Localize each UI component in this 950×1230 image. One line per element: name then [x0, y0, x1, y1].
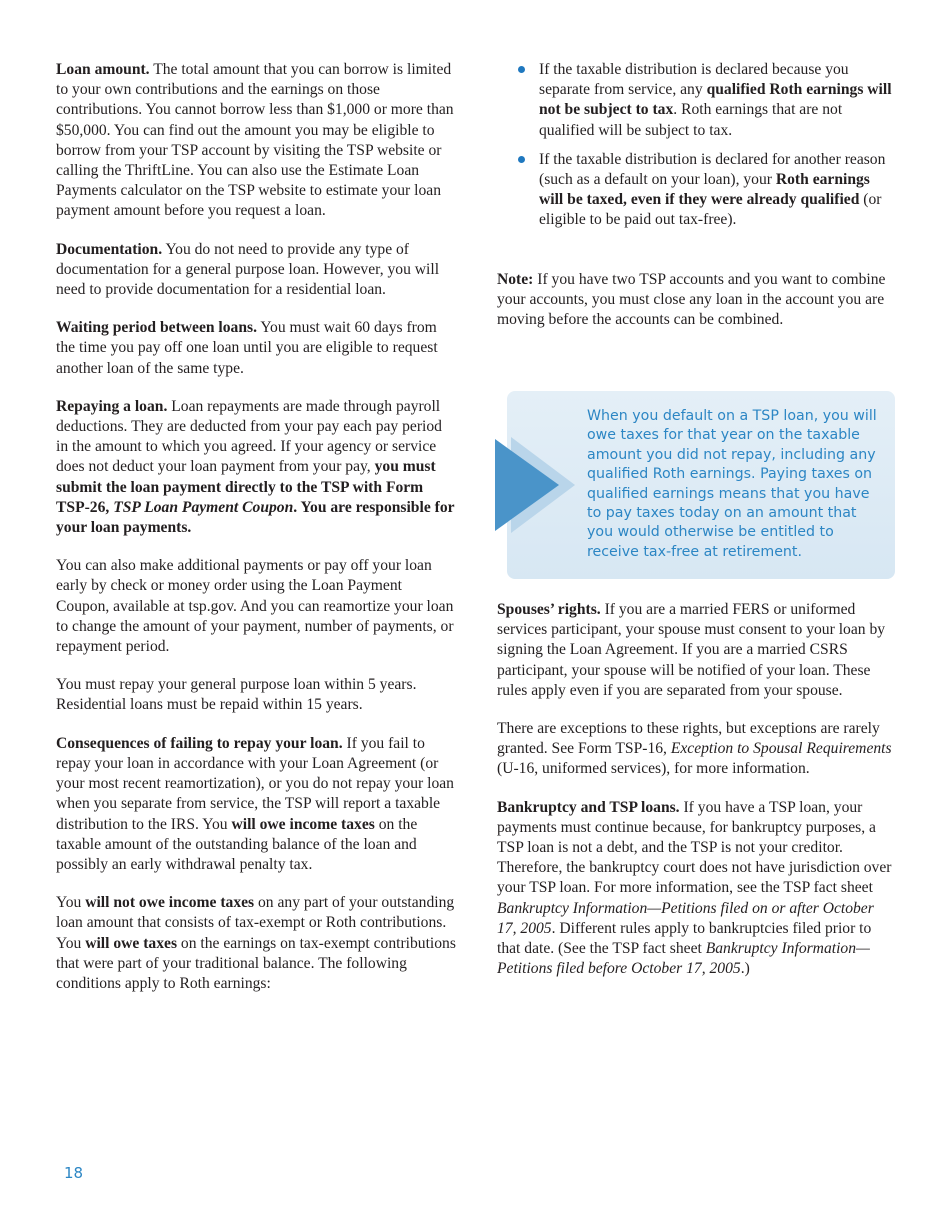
note-heading: Note: — [497, 271, 534, 288]
documentation-paragraph: Documentation. You do not need to provide any type of documentation for a general purpose loan. However, you will need to provide documentation for a residential loan. — [56, 240, 440, 299]
repay-terms-paragraph: You must repay your general purpose loan within 5 years. Residential loans must be repaid within 15 years. — [56, 676, 417, 714]
exceptions-paragraph: There are exceptions to these rights, but exceptions are rarely granted. See Form TSP-16, Exception to Spousal Requirements (U-16, uniformed services), for more information. — [497, 720, 892, 778]
loan-amount-heading: Loan amount. — [56, 61, 150, 78]
right-column-top — [497, 60, 897, 240]
bankruptcy-paragraph: Bankruptcy and TSP loans. If you have a TSP loan, your payments must continue because, for bankruptcy purposes, a TSP loan is not a debt, and the TSP is not your creditor. Therefore, the bankruptcy court does not have jurisdiction over your TSP loan. For more information, see the TSP fact sheet Bankruptcy Information—Petitions filed on or after October 17, 2005. Different rules apply to bankruptcies filed prior to that date. (See the TSP fact sheet Bankruptcy Information—Petitions filed before October 17, 2005.) — [497, 798, 892, 978]
callout-text: When you default on a TSP loan, you will owe taxes for that year on the taxable amount you did not repay, including any qualified Roth earnings. Paying taxes on qualified earnings means that you have to pay taxes today on an amount that you would otherwise be entitled to receive tax-free at retirement. — [587, 408, 877, 560]
waiting-period-heading: Waiting period between loans. — [56, 319, 257, 337]
bullet-icon — [518, 156, 525, 163]
list-item: If the taxable distribution is declared because you separate from service, any qualified Roth earnings will not be subject to tax. Roth earnings that are not qualified will be subject to tax. — [539, 60, 897, 141]
roth-conditions-list — [497, 60, 897, 231]
repaying-paragraph: Repaying a loan. Loan repayments are made through payroll deductions. They are deducted from your pay each pay period in the amount to which you agreed. If your agency or service does not deduct your loan payment from your pay, you must submit the loan payment directly to the TSP with Form TSP-26, TSP Loan Payment Coupon. You are responsible for your loan payments. — [56, 397, 455, 537]
list-item: If the taxable distribution is declared for another reason (such as a default on your loan), your Roth earnings will be taxed, even if they were already qualified (or eligible to be paid out tax-free). — [539, 150, 897, 231]
repaying-heading: Repaying a loan. — [56, 397, 168, 415]
bullet-icon — [518, 66, 525, 73]
page-number: 18 — [64, 1164, 84, 1182]
additional-payments-paragraph: You can also make additional payments or pay off your loan early by check or money order using the Loan Payment Coupon, available at tsp.gov. And you can reamortize your loan to change the amount of your payment, number of payments, or repayment period. — [56, 557, 454, 656]
spouses-rights-paragraph: Spouses’ rights. If you are a married FERS or uniformed services participant, your spouse must consent to your loan by signing the Loan Agreement. If you are a married CSRS participant, your spouse will be notified of your loan. These rules apply even if you are separated from your spouse. — [497, 601, 886, 699]
consequences-paragraph: Consequences of failing to repay your loan. If you fail to repay your loan in accordance with your Loan Agreement (or your most recent reamortization), or you do not repay your loan when you separate from service, the TSP will report a taxable distribution to the IRS. You will owe income taxes on the taxable amount of the outstanding balance of the loan and possibly an early withdrawal penalty tax. — [56, 734, 454, 873]
waiting-period-paragraph: Waiting period between loans. You must wait 60 days from the time you pay off one loan until you are eligible to request another loan of the same type. — [56, 319, 438, 377]
left-column — [56, 60, 456, 1012]
spouses-rights-heading: Spouses’ rights. — [497, 601, 601, 618]
bankruptcy-heading: Bankruptcy and TSP loans. — [497, 798, 680, 816]
consequences-heading: Consequences of failing to repay your loan. — [56, 734, 343, 752]
taxes-paragraph: You will not owe income taxes on any part of your outstanding loan amount that consists of tax-exempt or Roth contributions. You will owe taxes on the earnings on tax-exempt contributions that were part of your traditional balance. The following conditions apply to Roth earnings: — [56, 894, 456, 992]
note-paragraph: Note: If you have two TSP accounts and you want to combine your accounts, you must close any loan in the account you are moving before the accounts can be combined. — [497, 271, 886, 329]
loan-amount-paragraph: Loan amount. The total amount that you can borrow is limited to your own contributions and the earnings on those contributions. You cannot borrow less than $1,000 or more than $50,000. You can find out the amount you may be eligible to borrow from your TSP account by visiting the TSP website or calling the ThriftLine. You can also use the Estimate Loan Payments calculator on the TSP website to estimate your loan payment amount before you request a loan. — [56, 61, 454, 220]
callout-arrow-icon — [493, 435, 579, 535]
right-column-bottom — [497, 600, 897, 997]
documentation-heading: Documentation. — [56, 240, 163, 258]
